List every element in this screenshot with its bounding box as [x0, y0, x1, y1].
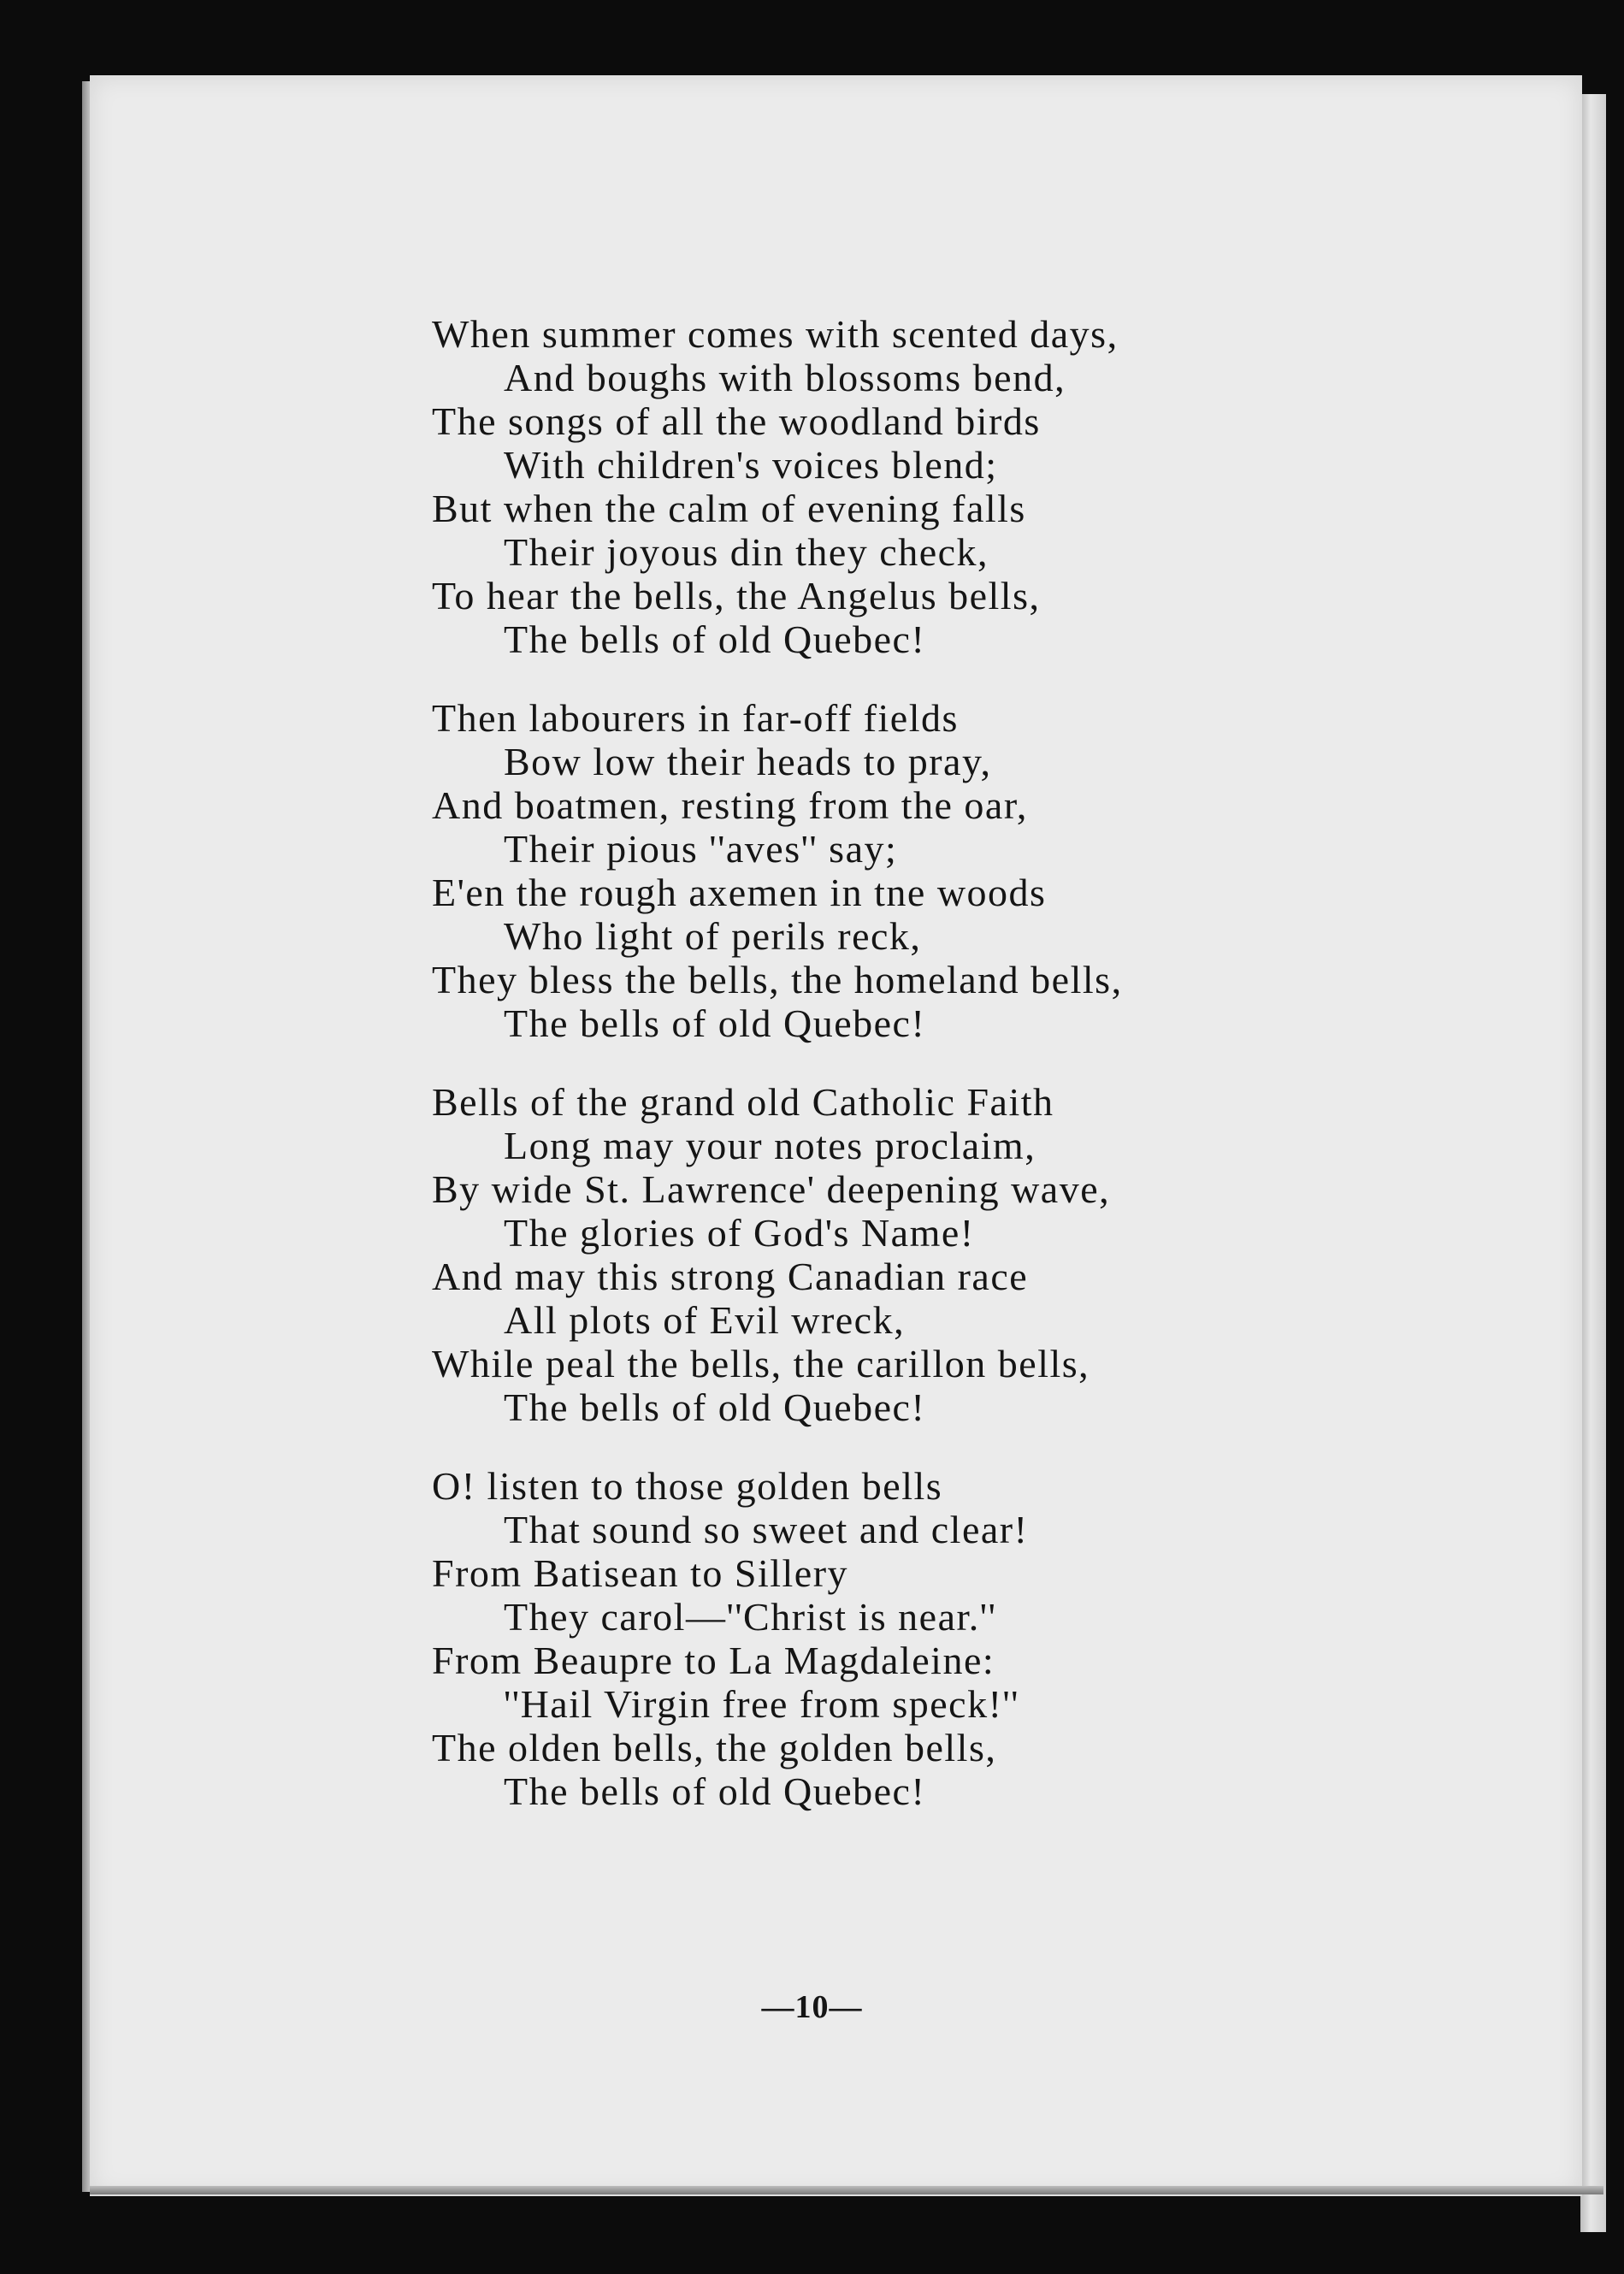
- poem-line: Bells of the grand old Catholic Faith: [432, 1080, 1054, 1124]
- poem-line: Who light of perils reck,: [504, 914, 922, 958]
- poem-body: [432, 312, 1373, 1848]
- poem-line: Their joyous din they check,: [504, 530, 989, 574]
- poem-line: And may this strong Canadian race: [432, 1255, 1029, 1298]
- stanza: [432, 1464, 1373, 1813]
- poem-line: Their pious ''aves'' say;: [504, 827, 898, 871]
- page-number: —10—: [761, 1989, 863, 2025]
- poem-line: Bow low their heads to pray,: [504, 740, 992, 783]
- poem-line: From Beaupre to La Magdaleine:: [432, 1639, 995, 1682]
- poem-line: O! listen to those golden bells: [432, 1464, 943, 1508]
- poem-line: The bells of old Quebec!: [504, 1769, 926, 1813]
- poem-line: From Batisean to Sillery: [432, 1551, 849, 1595]
- poem-line: While peal the bells, the carillon bells,: [432, 1342, 1090, 1385]
- poem-line: By wide St. Lawrence' deepening wave,: [432, 1167, 1111, 1211]
- poem-line: Then labourers in far-off fields: [432, 696, 959, 740]
- poem-line: To hear the bells, the Angelus bells,: [432, 574, 1041, 617]
- poem-line: They carol—''Christ is near.'': [504, 1595, 997, 1639]
- stanza: [432, 312, 1373, 661]
- poem-line: And boughs with blossoms bend,: [504, 356, 1066, 399]
- poem-line: They bless the bells, the homeland bells,: [432, 958, 1123, 1001]
- poem-line: The songs of all the woodland birds: [432, 399, 1041, 443]
- poem-line: All plots of Evil wreck,: [504, 1298, 906, 1342]
- poem-line: When summer comes with scented days,: [432, 312, 1119, 356]
- poem-line: ''Hail Virgin free from speck!'': [504, 1682, 1019, 1726]
- poem-line: Long may your notes proclaim,: [504, 1124, 1036, 1167]
- poem-line: But when the calm of evening falls: [432, 487, 1026, 530]
- stanza: [432, 1080, 1373, 1429]
- poem-line: The glories of God's Name!: [504, 1211, 975, 1255]
- poem-line: With children's voices blend;: [504, 443, 998, 487]
- poem-line: The olden bells, the golden bells,: [432, 1726, 997, 1769]
- poem-line: The bells of old Quebec!: [504, 1001, 926, 1045]
- poem-line: And boatmen, resting from the oar,: [432, 783, 1028, 827]
- poem-line: The bells of old Quebec!: [504, 1385, 926, 1429]
- stanza: [432, 696, 1373, 1045]
- page-right-edge: [1580, 94, 1606, 2232]
- page-bottom-edge: [90, 2186, 1603, 2194]
- poem-line: E'en the rough axemen in tne woods: [432, 871, 1047, 914]
- poem-line: That sound so sweet and clear!: [504, 1508, 1029, 1551]
- poem-line: The bells of old Quebec!: [504, 617, 926, 661]
